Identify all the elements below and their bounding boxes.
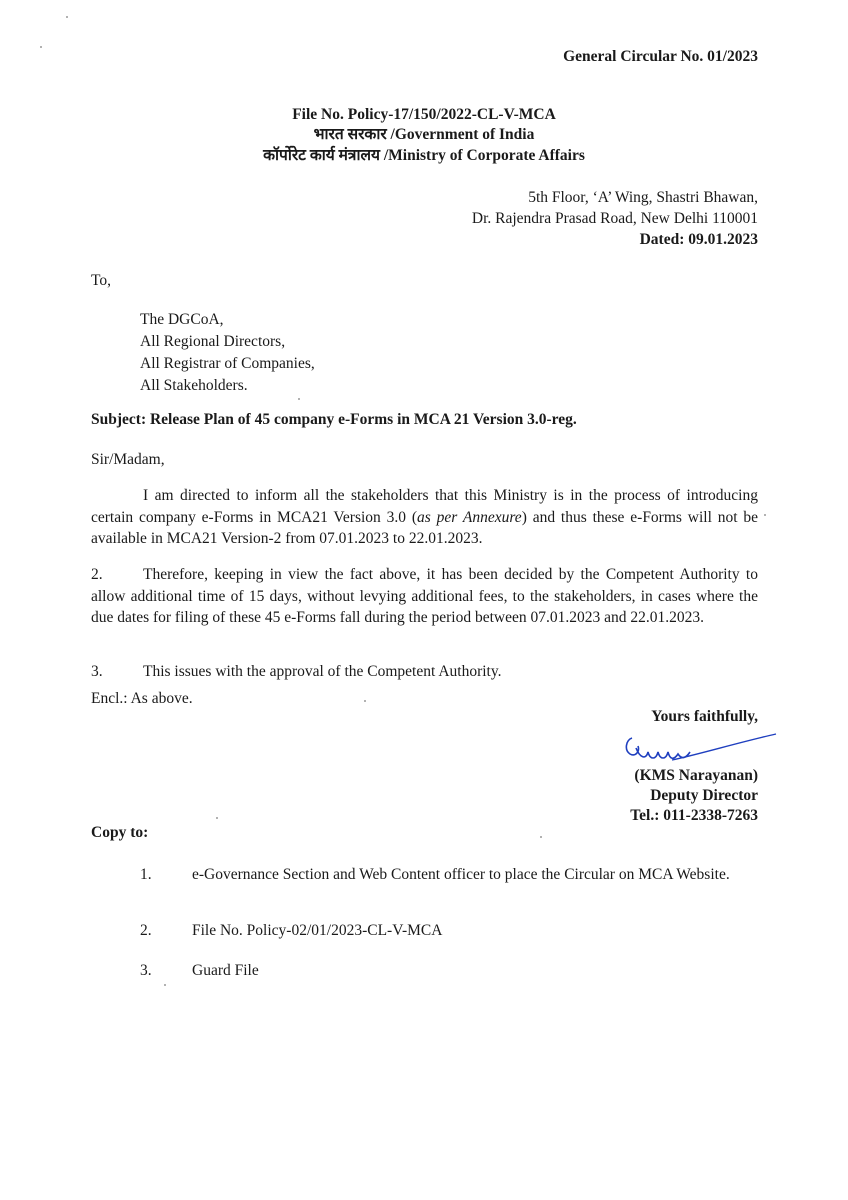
paragraph-1-text-b: ) and thus these e-Forms will not be available in MCA21 Version-2 from 07.01.2023 to 22.01.2023. — [91, 508, 759, 547]
government-line: भारत सरकार /Government of India — [313, 126, 535, 143]
copy-to-item-number: 2. — [140, 922, 152, 939]
copy-to-heading: Copy to: — [91, 824, 149, 841]
signatory-designation: Deputy Director — [650, 787, 758, 804]
signatory-telephone: Tel.: 011-2338-7263 — [630, 807, 758, 824]
scan-speck — [216, 817, 218, 819]
copy-to-item — [140, 920, 758, 942]
paragraph-2-number: 2. — [91, 566, 103, 583]
scan-speck — [298, 398, 300, 400]
address-line-1: 5th Floor, ‘A’ Wing, Shastri Bhawan, — [528, 189, 758, 206]
annexure-reference: as per Annexure — [417, 508, 522, 526]
recipient-item: All Registrar of Companies, — [140, 355, 315, 372]
scan-speck — [364, 700, 366, 702]
copy-to-item-text: Guard File — [192, 962, 259, 979]
scan-speck — [764, 514, 766, 516]
copy-to-item-text: e-Governance Section and Web Content officer to place the Circular on MCA Website. — [192, 866, 730, 883]
scan-speck — [40, 46, 42, 48]
circular-number: General Circular No. 01/2023 — [563, 48, 758, 65]
scan-speck — [66, 16, 68, 18]
scan-speck — [540, 836, 542, 838]
copy-to-item — [140, 960, 758, 982]
paragraph-3-text: This issues with the approval of the Competent Authority. — [143, 663, 502, 680]
recipient-item: The DGCoA, — [140, 311, 224, 328]
salutation: Sir/Madam, — [91, 451, 165, 468]
paragraph-2 — [91, 564, 758, 629]
signatory-name: (KMS Narayanan) — [634, 767, 758, 784]
closing-line: Yours faithfully, — [651, 708, 758, 725]
subject-line: Subject: Release Plan of 45 company e-Forms in MCA 21 Version 3.0-reg. — [91, 411, 577, 428]
paragraph-3 — [91, 661, 758, 683]
copy-to-item-text: File No. Policy-02/01/2023-CL-V-MCA — [192, 922, 443, 939]
copy-to-item — [140, 864, 758, 886]
recipient-item: All Stakeholders. — [140, 377, 248, 394]
copy-to-item-number: 3. — [140, 962, 152, 979]
paragraph-1-text-a: I am directed to inform all the stakeholders that this Ministry is in the process of introducing certain company e-Forms in MCA21 Version 3.0 ( — [91, 487, 758, 526]
paragraph-1 — [91, 485, 758, 550]
paragraph-3-number: 3. — [91, 663, 103, 680]
recipient-item: All Regional Directors, — [140, 333, 286, 350]
address-line-2: Dr. Rajendra Prasad Road, New Delhi 110001 — [471, 210, 758, 227]
file-number: File No. Policy-17/150/2022-CL-V-MCA — [292, 106, 556, 123]
enclosure-line: Encl.: As above. — [91, 690, 193, 707]
scan-speck — [164, 984, 166, 986]
to-label: To, — [91, 272, 112, 289]
copy-to-item-number: 1. — [140, 866, 152, 883]
dated-line: Dated: 09.01.2023 — [639, 231, 758, 248]
ministry-line: कॉर्पोरेट कार्य मंत्रालय /Ministry of Corporate Affairs — [263, 147, 585, 164]
recipient-list — [140, 309, 315, 397]
paragraph-2-text: Therefore, keeping in view the fact above, it has been decided by the Competent Authority to allow additional time of 15 days, without levying additional fees, to the stakeholders, in cases where the due dates for filing of these 45 e-Forms fall during the period between 07.01.2023 and 22.01.2023. — [91, 566, 758, 626]
